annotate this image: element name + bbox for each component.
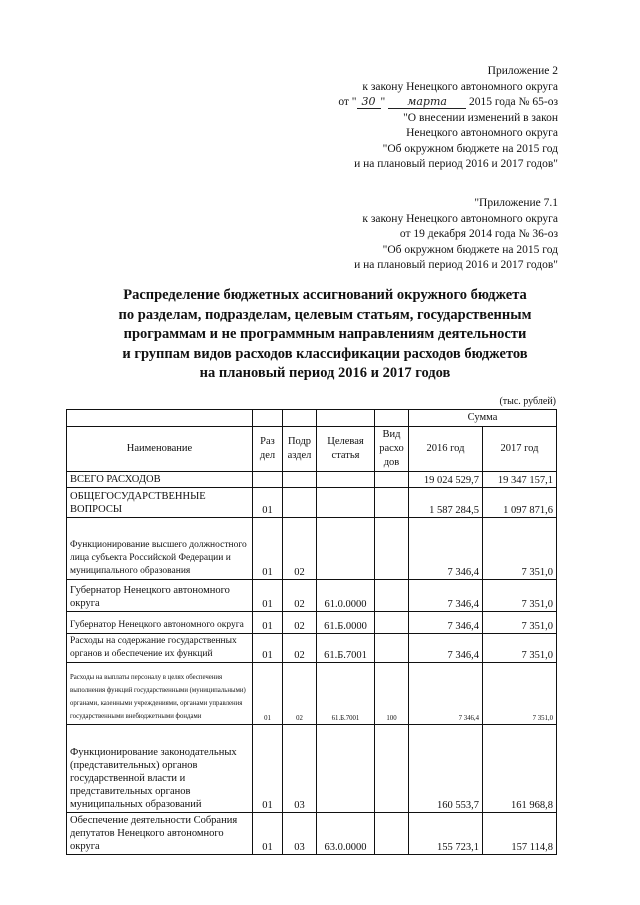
header-group: Вид расхо дов [375, 427, 409, 472]
table-row [67, 612, 557, 634]
row-subsection: 02 [283, 612, 317, 634]
row-section [253, 472, 283, 488]
row-group [375, 813, 409, 855]
row-group [375, 518, 409, 580]
appendix-title: "Приложение 7.1 [474, 197, 558, 209]
row-amount-2016: 1 587 284,5 [409, 488, 483, 518]
row-target: 63.0.0000 [317, 813, 375, 855]
appendix-date-line: от " 30 " марта 2015 года № 65-оз [338, 95, 558, 108]
row-target: 61.Б.0000 [317, 612, 375, 634]
row-amount-2017: 7 351,0 [483, 518, 557, 580]
table-row [67, 472, 557, 488]
row-name: Губернатор Ненецкого автономного округа [67, 580, 253, 612]
row-group [375, 634, 409, 663]
appendix-line: "Об окружном бюджете на 2015 год [382, 243, 558, 256]
header-spacer [67, 410, 253, 427]
row-group [375, 612, 409, 634]
row-subsection: 02 [283, 663, 317, 725]
appendix-2-header [338, 64, 558, 173]
header-sum: Сумма [409, 410, 557, 427]
table-row [67, 663, 557, 725]
row-subsection: 02 [283, 518, 317, 580]
row-group: 100 [375, 663, 409, 725]
row-amount-2016: 7 346,4 [409, 663, 483, 725]
row-amount-2016: 160 553,7 [409, 725, 483, 813]
row-group [375, 472, 409, 488]
table-row [67, 518, 557, 580]
row-amount-2017: 1 097 871,6 [483, 488, 557, 518]
row-amount-2017: 19 347 157,1 [483, 472, 557, 488]
appendix-line: "О внесении изменений в закон [403, 111, 558, 124]
row-target: 61.0.0000 [317, 580, 375, 612]
row-amount-2016: 155 723,1 [409, 813, 483, 855]
row-name: Расходы на содержание государственных органов и обеспечение их функций [67, 634, 253, 663]
row-group [375, 488, 409, 518]
row-amount-2017: 7 351,0 [483, 580, 557, 612]
row-amount-2016: 7 346,4 [409, 518, 483, 580]
row-target [317, 725, 375, 813]
row-subsection [283, 488, 317, 518]
row-section: 01 [253, 518, 283, 580]
row-amount-2017: 157 114,8 [483, 813, 557, 855]
header-spacer [375, 410, 409, 427]
handwritten-day: 30 [357, 96, 381, 109]
row-section: 01 [253, 488, 283, 518]
header-2017: 2017 год [483, 427, 557, 472]
appendix-line: Ненецкого автономного округа [406, 127, 558, 139]
row-amount-2017: 7 351,0 [483, 663, 557, 725]
row-subsection: 02 [283, 634, 317, 663]
row-section: 01 [253, 663, 283, 725]
table-row [67, 725, 557, 813]
row-subsection: 02 [283, 580, 317, 612]
header-subsection: Подр аздел [283, 427, 317, 472]
header-name: Наименование [67, 427, 253, 472]
document-title: Распределение бюджетных ассигнований окружного бюджета по разделам, подразделам, целевым статьям, государственным программам и не программным направлениям деятельности и группам видов расходов классификации расходов бюджетов на плановый период 2016 и 2017 годов [118, 287, 532, 381]
row-group [375, 725, 409, 813]
appendix-line: и на плановый период 2016 и 2017 годов" [354, 259, 558, 271]
row-name: Расходы на выплаты персоналу в целях обеспечения выполнения функций государственными (муниципальными) органами, казенными учреждениями, органами управления государственными внебюджетными фондами [67, 663, 253, 725]
row-name: Обеспечение деятельности Собрания депутатов Ненецкого автономного округа [67, 813, 253, 855]
header-2016: 2016 год [409, 427, 483, 472]
row-subsection: 03 [283, 725, 317, 813]
row-name: Губернатор Ненецкого автономного округа [67, 612, 253, 634]
row-section: 01 [253, 725, 283, 813]
header-section: Раз дел [253, 427, 283, 472]
table-row [67, 488, 557, 518]
row-name: ОБЩЕГОСУДАРСТВЕННЫЕ ВОПРОСЫ [67, 488, 253, 518]
row-amount-2016: 19 024 529,7 [409, 472, 483, 488]
row-amount-2016: 7 346,4 [409, 634, 483, 663]
row-name: Функционирование высшего должностного лица субъекта Российской Федерации и муниципального образования [67, 518, 253, 580]
appendix-title: Приложение 2 [487, 65, 558, 77]
row-section: 01 [253, 634, 283, 663]
unit-label: (тыс. рублей) [499, 396, 556, 407]
row-amount-2016: 7 346,4 [409, 612, 483, 634]
row-target [317, 472, 375, 488]
appendix-line: "Об окружном бюджете на 2015 год [382, 142, 558, 155]
row-subsection: 03 [283, 813, 317, 855]
table-row [67, 813, 557, 855]
table-row [67, 634, 557, 663]
row-name: Функционирование законодательных (представительных) органов государственной власти и представительных органов муниципальных образований [67, 725, 253, 813]
header-target: Целевая статья [317, 427, 375, 472]
row-amount-2017: 161 968,8 [483, 725, 557, 813]
row-group [375, 580, 409, 612]
appendix-line: к закону Ненецкого автономного округа [362, 212, 558, 225]
header-spacer [253, 410, 283, 427]
row-section: 01 [253, 580, 283, 612]
table-row [67, 580, 557, 612]
row-subsection [283, 472, 317, 488]
row-name: ВСЕГО РАСХОДОВ [67, 472, 253, 488]
header-spacer [317, 410, 375, 427]
appendix-line: и на плановый период 2016 и 2017 годов" [354, 158, 558, 170]
row-amount-2017: 7 351,0 [483, 634, 557, 663]
row-target: 61.Б.7001 [317, 663, 375, 725]
row-amount-2016: 7 346,4 [409, 580, 483, 612]
row-amount-2017: 7 351,0 [483, 612, 557, 634]
handwritten-month: марта [388, 96, 466, 109]
row-target [317, 488, 375, 518]
row-target [317, 518, 375, 580]
header-spacer [283, 410, 317, 427]
appendix-line: от 19 декабря 2014 года № 36-оз [399, 228, 558, 240]
row-section: 01 [253, 813, 283, 855]
appendix-7-1-header [354, 196, 558, 274]
row-section: 01 [253, 612, 283, 634]
appendix-law-ref: к закону Ненецкого автономного округа [362, 80, 558, 93]
budget-table [66, 409, 557, 855]
row-target: 61.Б.7001 [317, 634, 375, 663]
